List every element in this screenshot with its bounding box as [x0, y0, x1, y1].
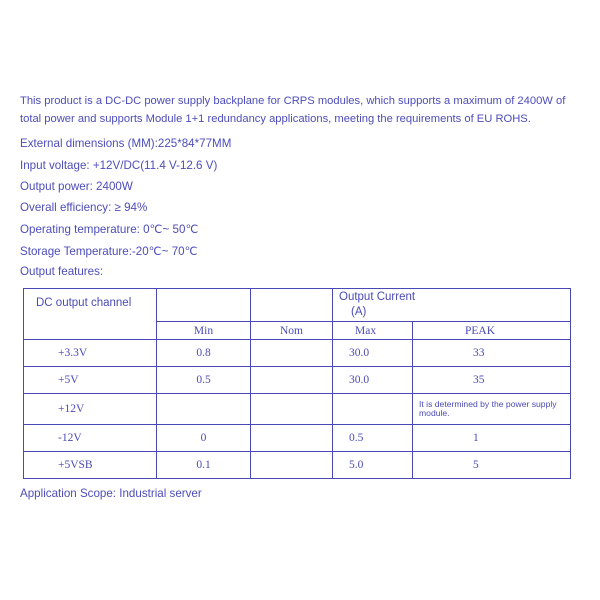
row-channel: +12V [24, 394, 157, 425]
row-peak-note: It is determined by the power supply module. [413, 394, 571, 425]
spec-output-features: Output features: [20, 265, 104, 278]
row-nom [251, 452, 333, 479]
row-nom [251, 394, 333, 425]
row-peak: 5 [413, 452, 571, 479]
spec-efficiency: Overall efficiency: ≥ 94% [20, 201, 148, 214]
channel-header: DC output channel [24, 289, 157, 340]
table-row [24, 340, 571, 367]
output-table [23, 288, 571, 479]
subheader-min: Min [157, 322, 251, 340]
row-max: 5.0 [333, 452, 413, 479]
row-max [333, 394, 413, 425]
row-max: 30.0 [333, 367, 413, 394]
header-empty-cell [251, 289, 333, 322]
row-peak: 33 [413, 340, 571, 367]
row-min: 0 [157, 425, 251, 452]
current-header-line2: (A) [351, 306, 367, 318]
table-row [24, 394, 571, 425]
row-nom [251, 425, 333, 452]
current-header-line1: Output Current [339, 291, 416, 303]
table-row [24, 367, 571, 394]
row-max: 0.5 [333, 425, 413, 452]
subheader-nom: Nom [251, 322, 333, 340]
spec-dimensions: External dimensions (MM):225*84*77MM [20, 137, 232, 150]
row-peak: 35 [413, 367, 571, 394]
row-channel: +5VSB [24, 452, 157, 479]
row-peak: 1 [413, 425, 571, 452]
row-min [157, 394, 251, 425]
application-scope: Application Scope: Industrial server [20, 487, 202, 500]
row-max: 30.0 [333, 340, 413, 367]
row-min: 0.5 [157, 367, 251, 394]
subheader-max: Max [333, 322, 413, 340]
product-description: This product is a DC-DC power supply backplane for CRPS modules, which supports a maximum of 2400W of total power and supports Module 1+1 redundancy applications, meeting the requirements of EU ROHS. [20, 95, 566, 125]
header-empty-cell [157, 289, 251, 322]
table-header-row [24, 289, 571, 322]
table-row [24, 452, 571, 479]
row-nom [251, 367, 333, 394]
row-channel: +5V [24, 367, 157, 394]
row-nom [251, 340, 333, 367]
spec-input-voltage: Input voltage: +12V/DC(11.4 V-12.6 V) [20, 159, 218, 172]
row-channel: +3.3V [24, 340, 157, 367]
table-row [24, 425, 571, 452]
spec-output-power: Output power: 2400W [20, 180, 133, 193]
spec-operating-temp: Operating temperature: 0℃~ 50℃ [20, 223, 199, 236]
row-min: 0.1 [157, 452, 251, 479]
row-min: 0.8 [157, 340, 251, 367]
current-header [333, 289, 571, 322]
subheader-peak: PEAK [413, 322, 571, 340]
spec-storage-temp: Storage Temperature:-20℃~ 70℃ [20, 245, 198, 258]
row-channel: -12V [24, 425, 157, 452]
